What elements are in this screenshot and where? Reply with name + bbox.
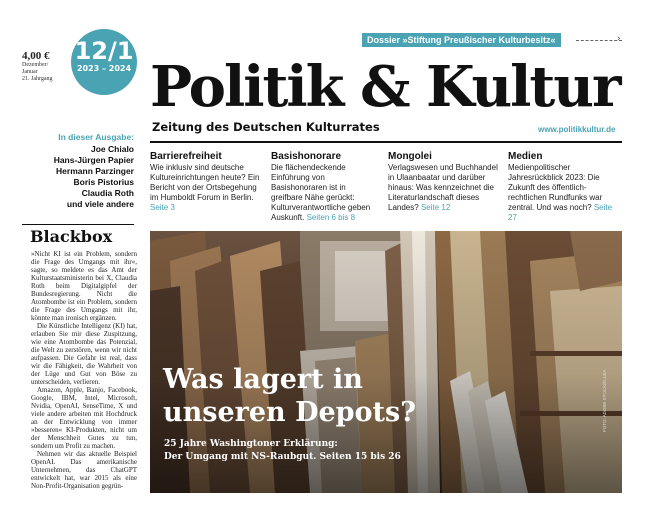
page-link[interactable]: Seite 27 (508, 203, 613, 222)
teaser-title: Medien (508, 151, 543, 162)
teaser-title: Mongolei (388, 151, 432, 162)
teaser-basishonorare[interactable] (271, 150, 379, 223)
article-paragraph: Amazon, Apple, Banjo, Facebook, Google, IBM, Intel, Microsoft, Nvidia, OpenAI, SenseTime, X und viele andere arbeiten mit Hochdruck an der Entwicklung von immer »besseren« KI-Produkten, nicht um der Menschheit Gutes zu tun, sondern um Profit zu machen. (31, 386, 137, 450)
feature-headline: Was lagert in (163, 364, 363, 395)
dossier-divider (576, 40, 622, 41)
article-paragraph: »Nicht KI ist ein Problem, sondern die Frage des Umgangs mit ihr«, sagte, so meldete es das Amt der Kulturstaatsministerin bei X, Claudia Roth beim Digitalgipfel der Bundesregierung. Nicht die Atombombe ist ein Problem, sondern die Frage des Umgangs mit ihr, könnte man ironisch ergänzen. (31, 250, 137, 322)
price-box (22, 50, 56, 83)
article-paragraph: Nehmen wir das aktuelle Beispiel OpenAI. Das amerikanische Unternehmen, das ChatGPT entwickelt hat, war 2015 als eine Non-Profit-Organisation gegrün- (31, 450, 137, 490)
teaser-title: Barrierefreiheit (150, 151, 222, 162)
feature-subline: Der Umgang mit NS-Raubgut. Seiten 15 bis 26 (164, 452, 401, 462)
teaser-title: Basishonorare (271, 151, 342, 162)
photo-credit: FOTO: ADOBE STOCK/ELLEA (602, 369, 607, 432)
teaser-text: Wie inklusiv sind deutsche Kultureinrichtungen heute? Ein Bericht von der Ortsbegehung im Humboldt Forum in Berlin. Seite 3 (150, 163, 260, 212)
tagline: Zeitung des Deutschen Kulturrates (152, 120, 380, 134)
contributor-name: Claudia Roth (81, 188, 134, 198)
contributor-name: Boris Pistorius (73, 177, 134, 187)
contributor-name: Hans-Jürgen Papier (53, 155, 134, 165)
issue-badge (71, 29, 137, 95)
teaser-text: Medienpolitischer Jahresrückblick 2023: Die Zukunft des öffentlich-rechtlichen Rundfunks war zentral. Und was noch? Seite 27 (508, 163, 613, 222)
left-column-divider (22, 224, 134, 225)
volume: 21. Jahrgang (22, 76, 53, 82)
contributor-name: und viele andere (66, 199, 134, 209)
issue-number: 12/1 (74, 37, 134, 65)
teaser-text: Verlagswesen und Buchhandel in Ulaanbaatar und darüber hinaus: Was kennzeichnet die Literaturlandschaft dieses Landes? Seite 12 (388, 163, 498, 212)
article-paragraph: Die Künstliche Intelligenz (KI) hat, erlauben Sie mir diese Zuspitzung, wie eine Atombombe das Potenzial, die Welt zu zerstören, wenn wir nicht aufpassen. Die Gefahr ist real, dass wir die Fähigkeit, die Wahrheit von der Lüge und Gut von Böse zu unterscheiden, verlieren. (31, 322, 137, 386)
feature-headline: unseren Depots? (163, 397, 417, 428)
in-this-issue-heading: In dieser Ausgabe: (58, 132, 134, 142)
website-link[interactable]: www.politikkultur.de (538, 125, 616, 134)
page-link[interactable]: Seite 12 (420, 203, 451, 212)
page-link[interactable]: Seiten 6 bis 8 (306, 213, 356, 222)
teaser-mongolei[interactable] (388, 150, 498, 213)
page-link[interactable]: Seite 3 (150, 203, 175, 212)
issue-months: Dezember/ Januar (22, 62, 49, 75)
teaser-text: Die flächendeckende Einführung von Basishonoraren ist in greifbare Nähe gerückt: Kulturverantwortliche geben Auskunft. Seiten 6 bis 8 (271, 163, 371, 222)
issue-years: 2023 – 2024 (76, 64, 132, 73)
price: 4,00 € (22, 50, 50, 62)
contributor-name: Hermann Parzinger (56, 166, 134, 176)
teaser-barrierefreiheit[interactable] (150, 150, 262, 213)
teaser-medien[interactable] (508, 150, 620, 223)
newspaper-title: Politik & Kultur (150, 54, 620, 120)
blackbox-article (31, 250, 137, 490)
dossier-link[interactable]: Dossier »Stiftung Preußischer Kulturbesitz« (362, 33, 561, 47)
blackbox-title: Blackbox (30, 227, 113, 246)
feature-subline: 25 Jahre Washingtoner Erklärung: (164, 439, 338, 449)
in-this-issue (22, 132, 134, 210)
masthead-divider (150, 141, 622, 143)
arrow-right-icon: › (617, 34, 621, 44)
contributor-name: Joe Chialo (91, 144, 134, 154)
